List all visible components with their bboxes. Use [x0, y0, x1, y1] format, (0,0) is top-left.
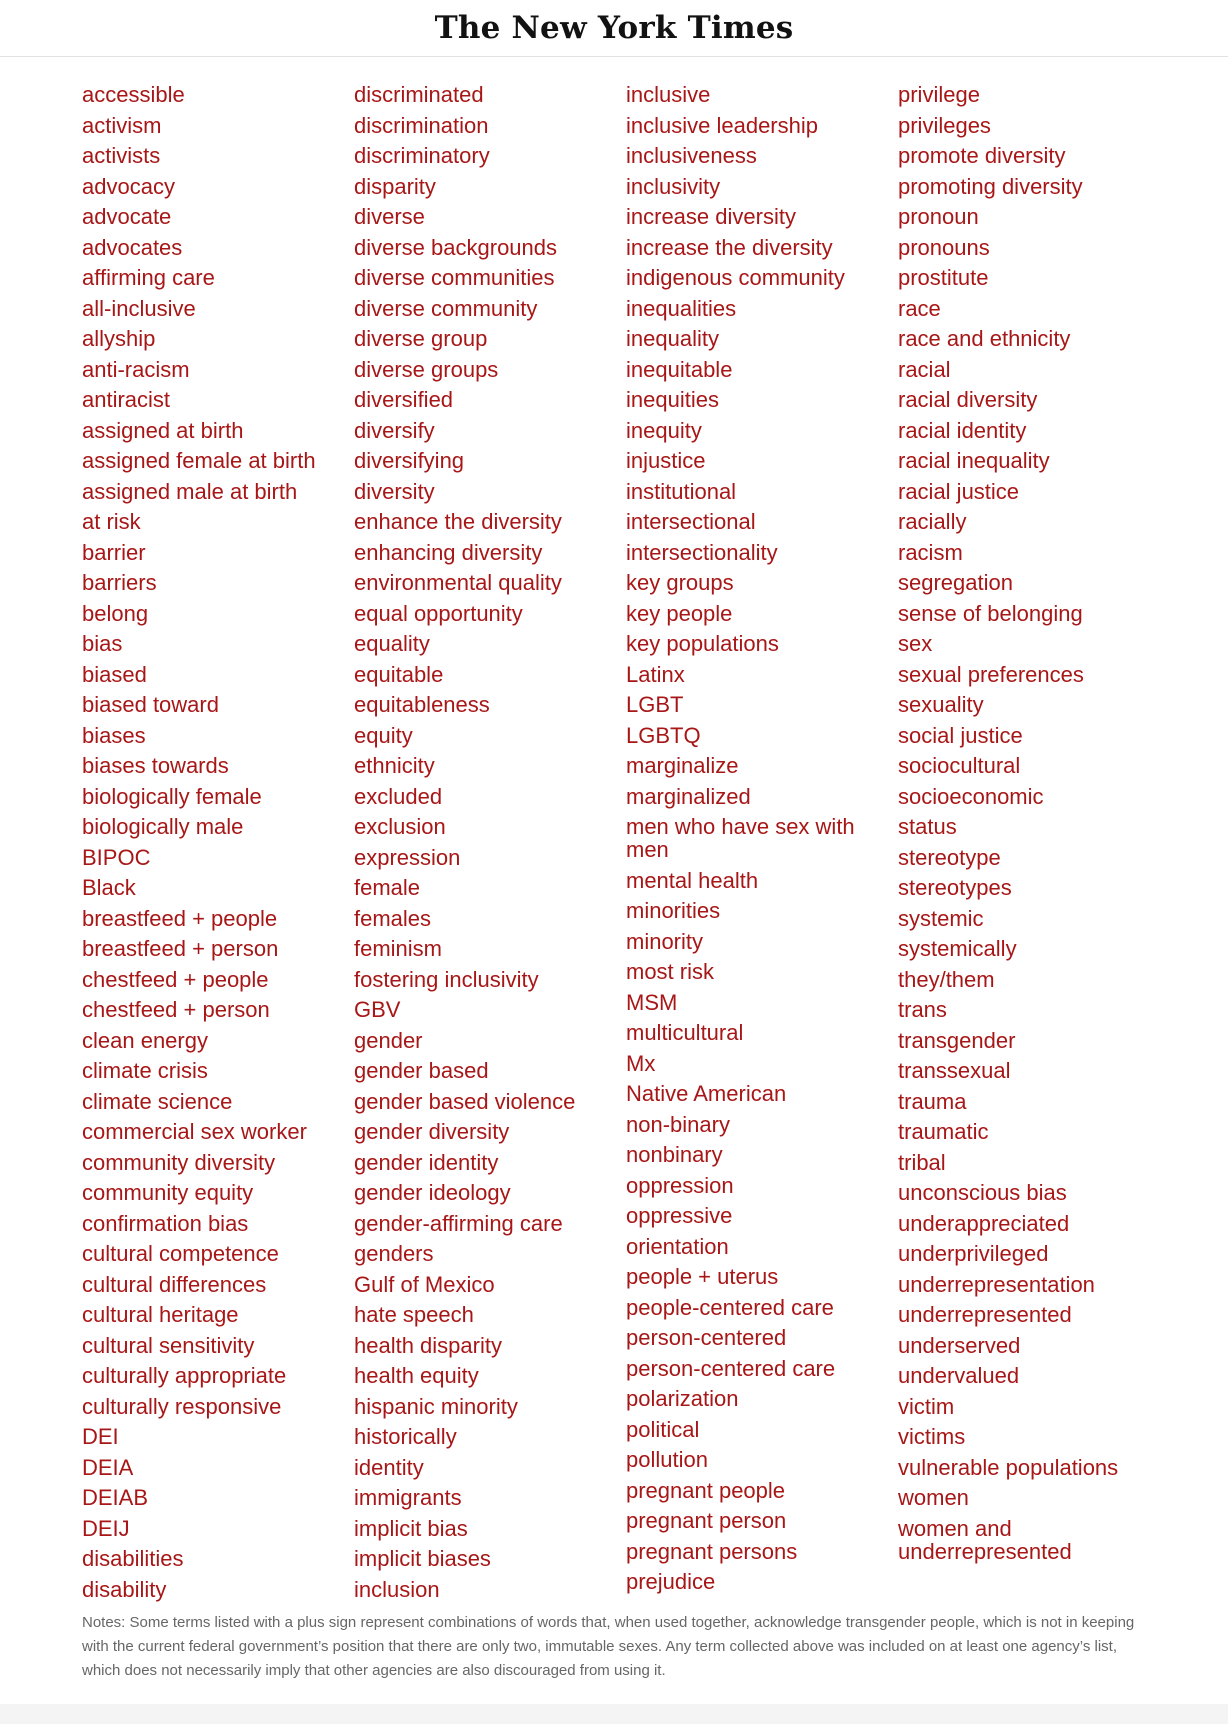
term-item: GBV [354, 997, 401, 1022]
term-item: LGBT [626, 692, 684, 717]
term-item: racial diversity [898, 387, 1038, 412]
term-item: race and ethnicity [898, 326, 1071, 351]
term-item: gender based [354, 1058, 489, 1083]
term-item: intersectional [626, 509, 756, 534]
term-item: racial inequality [898, 448, 1050, 473]
term-item: gender-affirming care [354, 1210, 563, 1236]
term-item: underserved [898, 1332, 1021, 1358]
term-item: diverse backgrounds [354, 234, 558, 260]
term-item: people + uterus [626, 1264, 779, 1289]
term-item: status [898, 814, 957, 839]
term-item: pollution [626, 1447, 708, 1472]
term-item: pronoun [898, 204, 979, 229]
term-item: gender diversity [354, 1119, 510, 1144]
term-item: inclusive leadership [626, 112, 818, 138]
term-item: breastfeed + person [82, 936, 279, 961]
term-item: trans [898, 997, 947, 1022]
term-item: stereotypes [898, 875, 1012, 900]
footer-band [0, 1704, 1228, 1724]
term-item: underprivileged [898, 1241, 1049, 1266]
term-item: racial identity [898, 417, 1027, 443]
term-item: underrepresented [898, 1302, 1072, 1327]
term-item: BIPOC [82, 844, 151, 870]
term-item: affirming care [82, 265, 215, 290]
term-item: oppressive [626, 1203, 733, 1228]
term-item: increase diversity [626, 204, 796, 229]
term-item: racially [898, 509, 967, 534]
term-item: barriers [82, 570, 157, 595]
term-item: Native American [626, 1081, 787, 1106]
term-item: climate crisis [82, 1058, 208, 1083]
term-item: undervalued [898, 1363, 1020, 1388]
term-item: discriminatory [354, 143, 490, 168]
term-item: diversity [354, 478, 435, 504]
term-item: privilege [898, 82, 980, 107]
term-item: equality [354, 631, 430, 656]
term-item: gender ideology [354, 1180, 511, 1205]
term-item: equity [354, 722, 413, 748]
term-item: Black [82, 875, 136, 900]
term-item: environmental quality [354, 570, 562, 595]
term-item: cultural competence [82, 1241, 279, 1266]
term-item: disparity [354, 173, 436, 199]
term-item: systemic [898, 905, 984, 931]
term-item: sexuality [898, 692, 984, 717]
term-item: gender [354, 1027, 423, 1053]
term-item: MSM [626, 989, 678, 1015]
term-item: key populations [626, 631, 779, 656]
term-item: inclusivity [626, 173, 721, 199]
term-item: accessible [82, 82, 185, 107]
notes-text: Notes: Some terms listed with a plus sign represent combinations of words that, when used together, acknowledge transgender people, which is not in keeping with the current federal government’s position that there are only two, immutable sexes. Any term collected above was included on at least one agency’s list, which does not necessarily imply that other agencies are also discouraged from using it. [82, 1614, 1135, 1679]
term-column-2 [354, 80, 626, 1605]
term-item: sex [898, 631, 933, 656]
term-item: increase the diversity [626, 234, 833, 260]
term-item: indigenous community [626, 265, 845, 290]
term-item: immigrants [354, 1485, 462, 1510]
term-item: antiracist [82, 387, 171, 412]
term-column-3 [626, 80, 898, 1605]
term-item: commercial sex worker [82, 1119, 307, 1144]
term-item: biased toward [82, 692, 219, 717]
term-item: culturally responsive [82, 1393, 282, 1419]
term-item: segregation [898, 570, 1013, 595]
term-item: key people [626, 600, 733, 626]
term-item: gender based violence [354, 1088, 576, 1114]
term-item: advocacy [82, 173, 175, 199]
term-item: advocate [82, 204, 172, 229]
term-item: minority [626, 928, 704, 954]
term-item: biased [82, 661, 147, 687]
term-item: inequality [626, 326, 719, 351]
nyt-logo[interactable]: The New York Times [434, 10, 794, 46]
term-item: sense of belonging [898, 600, 1083, 626]
term-item: hate speech [354, 1302, 474, 1327]
term-item: race [898, 295, 941, 321]
term-item: community equity [82, 1180, 254, 1205]
term-item: diverse community [354, 295, 538, 321]
term-item: marginalized [626, 783, 751, 809]
term-item: multicultural [626, 1020, 744, 1045]
term-item: people-centered care [626, 1294, 834, 1320]
term-item: cultural differences [82, 1271, 267, 1297]
term-item: pronouns [898, 234, 990, 260]
term-item: barrier [82, 539, 146, 565]
term-item: identity [354, 1454, 424, 1480]
term-item: DEIA [82, 1454, 134, 1480]
term-item: diversified [354, 387, 454, 412]
term-item: racial justice [898, 478, 1020, 504]
term-item: trauma [898, 1088, 967, 1114]
term-item: DEIAB [82, 1485, 149, 1510]
term-item: tribal [898, 1149, 946, 1175]
term-item: breastfeed + people [82, 905, 278, 931]
term-item: diverse [354, 204, 425, 229]
site-header [0, 0, 1228, 57]
term-item: inclusion [354, 1576, 440, 1602]
term-item: chestfeed + people [82, 966, 269, 992]
term-item: social justice [898, 722, 1023, 748]
term-item: women and underrepresented [898, 1515, 1072, 1564]
term-item: diversify [354, 417, 435, 443]
term-item: chestfeed + person [82, 997, 270, 1022]
term-item: key groups [626, 570, 734, 595]
term-item: biases [82, 722, 146, 748]
term-item: Latinx [626, 661, 685, 687]
term-item: underrepresentation [898, 1271, 1095, 1297]
term-item: traumatic [898, 1119, 989, 1144]
term-item: allyship [82, 326, 156, 351]
term-item: marginalize [626, 753, 739, 778]
term-item: disabilities [82, 1546, 184, 1571]
term-item: they/them [898, 966, 995, 992]
term-item: health equity [354, 1363, 479, 1388]
term-item: inclusive [626, 82, 711, 107]
term-item: political [626, 1416, 700, 1442]
term-item: advocates [82, 234, 183, 260]
term-item: excluded [354, 783, 443, 809]
term-item: clean energy [82, 1027, 208, 1053]
term-item: assigned at birth [82, 417, 244, 443]
term-item: fostering inclusivity [354, 966, 539, 992]
term-item: equitable [354, 661, 444, 687]
term-item: biologically male [82, 814, 244, 839]
term-item: female [354, 875, 421, 900]
term-item: exclusion [354, 814, 446, 839]
term-item: transgender [898, 1027, 1016, 1053]
term-item: socioeconomic [898, 783, 1044, 809]
term-item: diverse group [354, 326, 488, 351]
term-item: implicit biases [354, 1546, 491, 1571]
term-item: equal opportunity [354, 600, 523, 626]
term-item: gender identity [354, 1149, 499, 1175]
term-item: inequalities [626, 295, 737, 321]
term-item: inequity [626, 417, 702, 443]
term-item: promote diversity [898, 143, 1066, 168]
term-item: Mx [626, 1050, 656, 1076]
term-item: implicit bias [354, 1515, 468, 1541]
term-item: genders [354, 1241, 434, 1266]
term-item: non-binary [626, 1111, 730, 1137]
term-item: prejudice [626, 1569, 716, 1594]
term-item: systemically [898, 936, 1017, 961]
term-item: confirmation bias [82, 1210, 249, 1236]
term-item: enhancing diversity [354, 539, 543, 565]
term-item: pregnant persons [626, 1538, 798, 1564]
term-item: sociocultural [898, 753, 1021, 778]
term-item: sexual preferences [898, 661, 1084, 687]
term-item: most risk [626, 959, 714, 984]
term-item: inclusiveness [626, 143, 757, 168]
term-item: polarization [626, 1386, 739, 1411]
term-item: health disparity [354, 1332, 502, 1358]
term-item: pregnant person [626, 1508, 787, 1533]
term-column-4 [898, 80, 1170, 1605]
term-item: assigned female at birth [82, 448, 316, 473]
term-item: discrimination [354, 112, 489, 138]
term-item: activists [82, 143, 161, 168]
term-item: oppression [626, 1172, 734, 1198]
term-item: ethnicity [354, 753, 435, 778]
term-item: activism [82, 112, 162, 138]
term-item: intersectionality [626, 539, 778, 565]
term-item: underappreciated [898, 1210, 1070, 1236]
term-item: diverse groups [354, 356, 499, 382]
term-item: person-centered [626, 1325, 787, 1350]
term-item: historically [354, 1424, 457, 1449]
term-columns [82, 80, 1170, 1605]
term-item: racial [898, 356, 951, 382]
term-item: mental health [626, 867, 759, 893]
term-item: diverse communities [354, 265, 555, 290]
term-item: enhance the diversity [354, 509, 562, 534]
term-item: biologically female [82, 783, 262, 809]
term-item: privileges [898, 112, 991, 138]
term-item: cultural heritage [82, 1302, 239, 1327]
term-item: belong [82, 600, 149, 626]
term-item: expression [354, 844, 461, 870]
term-item: LGBTQ [626, 722, 701, 748]
term-item: victims [898, 1424, 966, 1449]
term-item: unconscious bias [898, 1180, 1067, 1205]
term-item: vulnerable populations [898, 1454, 1119, 1480]
term-item: inequitable [626, 356, 733, 382]
term-item: climate science [82, 1088, 233, 1114]
term-item: equitableness [354, 692, 490, 717]
term-item: victim [898, 1393, 955, 1419]
term-item: men who have sex with men [626, 814, 855, 862]
term-item: Gulf of Mexico [354, 1271, 495, 1297]
term-item: stereotype [898, 844, 1001, 870]
term-item: prostitute [898, 265, 989, 290]
term-item: institutional [626, 478, 737, 504]
term-item: DEIJ [82, 1515, 130, 1541]
term-item: at risk [82, 509, 141, 534]
term-column-1 [82, 80, 354, 1605]
term-item: anti-racism [82, 356, 190, 382]
term-item: inequities [626, 387, 719, 412]
term-item: promoting diversity [898, 173, 1083, 199]
term-item: women [898, 1485, 969, 1510]
term-item: diversifying [354, 448, 465, 473]
term-item: disability [82, 1576, 167, 1602]
term-item: transsexual [898, 1058, 1011, 1083]
term-item: biases towards [82, 753, 229, 778]
term-item: person-centered care [626, 1355, 836, 1381]
term-item: assigned male at birth [82, 478, 298, 504]
term-item: females [354, 905, 432, 931]
term-item: pregnant people [626, 1477, 786, 1503]
term-item: feminism [354, 936, 443, 961]
term-item: bias [82, 631, 123, 656]
term-item: minorities [626, 898, 721, 923]
term-item: culturally appropriate [82, 1363, 287, 1388]
term-item: DEI [82, 1424, 119, 1449]
term-item: community diversity [82, 1149, 276, 1175]
term-item: injustice [626, 448, 706, 473]
term-item: hispanic minority [354, 1393, 518, 1419]
term-item: racism [898, 539, 963, 565]
term-item: cultural sensitivity [82, 1332, 255, 1358]
term-item: discriminated [354, 82, 484, 107]
term-item: all-inclusive [82, 295, 196, 321]
term-item: orientation [626, 1233, 729, 1259]
term-item: nonbinary [626, 1142, 723, 1167]
